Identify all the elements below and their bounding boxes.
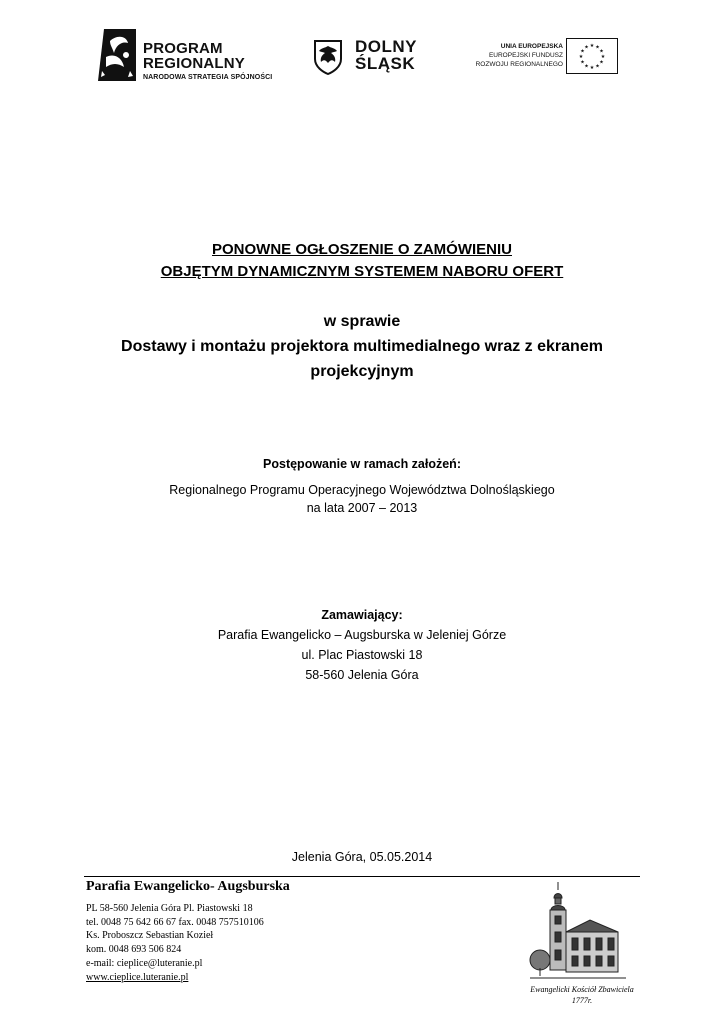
svg-text:★: ★: [580, 48, 585, 55]
unia-line2: EUROPEJSKI FUNDUSZ: [488, 52, 563, 59]
procedure-label: Postępowanie w ramach założeń:: [263, 457, 461, 471]
dolny-slask-title: [355, 38, 417, 72]
eagle-shield-icon: [313, 39, 343, 75]
program-regionalny-title: [143, 41, 245, 71]
svg-text:★: ★: [584, 63, 589, 70]
dolny-slask-line1: DOLNY: [355, 37, 417, 56]
svg-text:★: ★: [578, 54, 584, 60]
church-caption-line2: 1777r.: [571, 996, 593, 1005]
subject-line1: Dostawy i montażu projektora multimedialnego wraz z ekranem: [121, 338, 603, 355]
footer-parish-name: Parafia Ewangelicko- Augsburska: [86, 879, 290, 894]
dolny-slask-line2: ŚLĄSK: [355, 54, 416, 73]
procedure-line1: Regionalnego Programu Operacyjnego Województwa Dolnośląskiego: [169, 483, 555, 497]
unia-europejska-text: [463, 42, 563, 69]
orderer-label: Zamawiający:: [321, 608, 403, 622]
orderer-details: [0, 625, 724, 685]
document-title: [0, 239, 724, 283]
footer-address: PL 58-560 Jelenia Góra Pl. Piastowski 18: [86, 903, 253, 914]
subject-block: [0, 309, 724, 384]
orderer-line1: Parafia Ewangelicko – Augsburska w Jeleniej Górze: [217, 628, 507, 642]
church-caption: [522, 984, 642, 1006]
orderer-line2: ul. Plac Piastowski 18: [301, 648, 423, 662]
church-caption-line1: Ewangelicki Kościół Zbawiciela: [530, 985, 634, 994]
procedure-line2: na lata 2007 – 2013: [306, 501, 418, 515]
title-line2: OBJĘTYM DYNAMICZNYM SYSTEMEM NABORU OFERT: [160, 263, 564, 280]
svg-text:★: ★: [580, 59, 585, 66]
footer-email[interactable]: e-mail: cieplice@luteranie.pl: [86, 957, 203, 969]
svg-text:★: ★: [595, 44, 600, 51]
program-regionalny-emblem-icon: [96, 27, 140, 83]
svg-text:★: ★: [589, 65, 595, 71]
unia-line1: UNIA EUROPEJSKA: [500, 43, 563, 50]
place-date: Jelenia Góra, 05.05.2014: [291, 850, 433, 864]
unia-line3: ROZWOJU REGIONALNEGO: [475, 61, 563, 68]
orderer-line3: 58-560 Jelenia Góra: [305, 668, 419, 682]
footer-contact: [86, 902, 264, 984]
program-regionalny-subtitle: NARODOWA STRATEGIA SPÓJNOŚCI: [143, 74, 273, 81]
title-line1: PONOWNE OGŁOSZENIE O ZAMÓWIENIU: [212, 241, 512, 258]
subject-line2: projekcyjnym: [310, 363, 414, 380]
svg-text:★: ★: [584, 44, 589, 51]
program-regionalny-line2: REGIONALNY: [143, 55, 246, 72]
footer-phone-fax: tel. 0048 75 642 66 67 fax. 0048 757510106: [86, 916, 264, 928]
footer-pastor: Ks. Proboszcz Sebastian Kozieł: [86, 930, 214, 942]
svg-text:★: ★: [600, 54, 606, 60]
footer-website-link[interactable]: www.cieplice.luteranie.pl: [86, 971, 189, 983]
church-drawing-icon: [528, 880, 628, 984]
svg-text:★: ★: [599, 48, 604, 55]
svg-text:★: ★: [595, 63, 600, 70]
subject-intro: w sprawie: [323, 313, 401, 330]
eu-flag-icon: [566, 38, 618, 74]
footer-mobile: kom. 0048 693 506 824: [86, 944, 182, 956]
footer-divider: [84, 876, 640, 877]
svg-text:★: ★: [589, 43, 595, 49]
svg-text:★: ★: [599, 59, 604, 66]
program-regionalny-line1: PROGRAM: [143, 40, 223, 57]
procedure-text: [0, 481, 724, 517]
